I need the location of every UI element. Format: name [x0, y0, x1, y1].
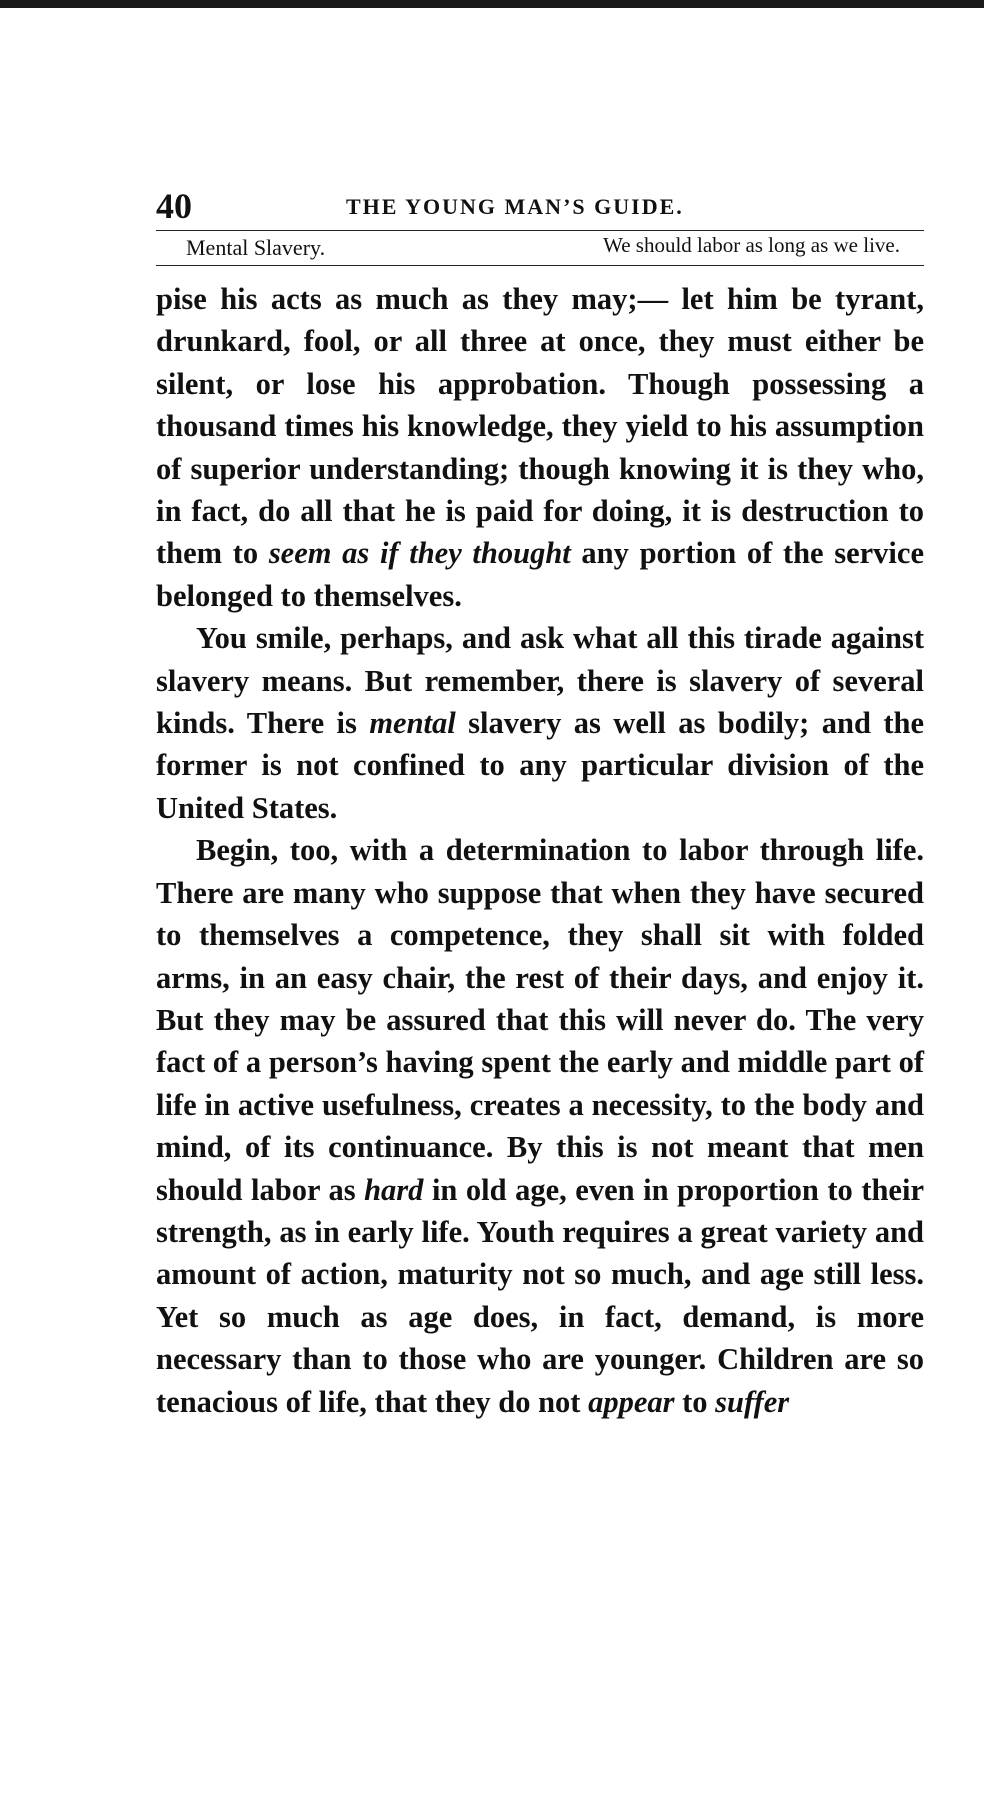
- paragraph-1-part-1: pise his acts as much as they may;— let him be tyrant, drunkard, fool, or all three at once, they must either be silent, or lose his approbation. Though possessing a thousand times his knowledge, they yield to his assumption of superior understanding; though knowing it is they who, in fact, do all that he is paid for doing, it is destruction to them to: [156, 282, 924, 571]
- subheads: [156, 231, 924, 265]
- paragraph-3-part-3: to: [674, 1384, 716, 1419]
- paragraph-2: [156, 617, 924, 829]
- paragraph-3-part-1: Begin, too, with a determination to labor through life. There are many who suppose that when they have secured to themselves a competence, they shall sit with folded arms, in an easy chair, the rest of their days, and enjoy it. But they may be assured that this will never do. The very fact of a person’s having spent the early and middle part of life in active usefulness, creates a necessity, to the body and mind, of its continuance. By this is not meant that men should labor as: [156, 833, 924, 1207]
- header-rule-bottom: [156, 265, 924, 266]
- paragraph-3-italic-hard: hard: [364, 1172, 424, 1207]
- paragraph-2-part-1: You smile, perhaps, and ask what all this tirade against slavery means. But remember, there is slavery of several kinds. There is: [156, 621, 924, 741]
- subhead-left: Mental Slavery.: [186, 235, 326, 260]
- top-border: [0, 0, 984, 8]
- running-head: [156, 186, 924, 230]
- paragraph-3-italic-suffer: suffer: [715, 1384, 790, 1419]
- book-title: THE YOUNG MAN’S GUIDE.: [346, 194, 684, 219]
- paragraph-1-italic-seem-as-if: seem as if they thought: [268, 536, 571, 571]
- subhead-right: We should labor as long as we live.: [603, 233, 900, 257]
- paragraph-2-part-2: slavery as well as bodily; and the former is not confined to any particular division of the United States.: [156, 706, 925, 825]
- paragraph-1-part-2: any portion of the service belonged to themselves.: [156, 536, 924, 613]
- paragraph-3: [156, 829, 924, 1423]
- paragraph-1: [156, 278, 924, 617]
- paragraph-3-part-2: in old age, even in proportion to their strength, as in early life. Youth requires a great variety and amount of action, maturity not so much, and age still less. Yet so much as age does, in fact, demand, is more necessary than to those who are younger. Children are so tenacious of life, that they do not: [156, 1172, 924, 1419]
- page-number: 40: [156, 186, 192, 226]
- paragraph-2-italic-mental: mental: [369, 706, 456, 741]
- book-page: [156, 186, 924, 1423]
- paragraph-3-italic-appear: appear: [588, 1384, 675, 1419]
- body-text: [156, 278, 924, 1423]
